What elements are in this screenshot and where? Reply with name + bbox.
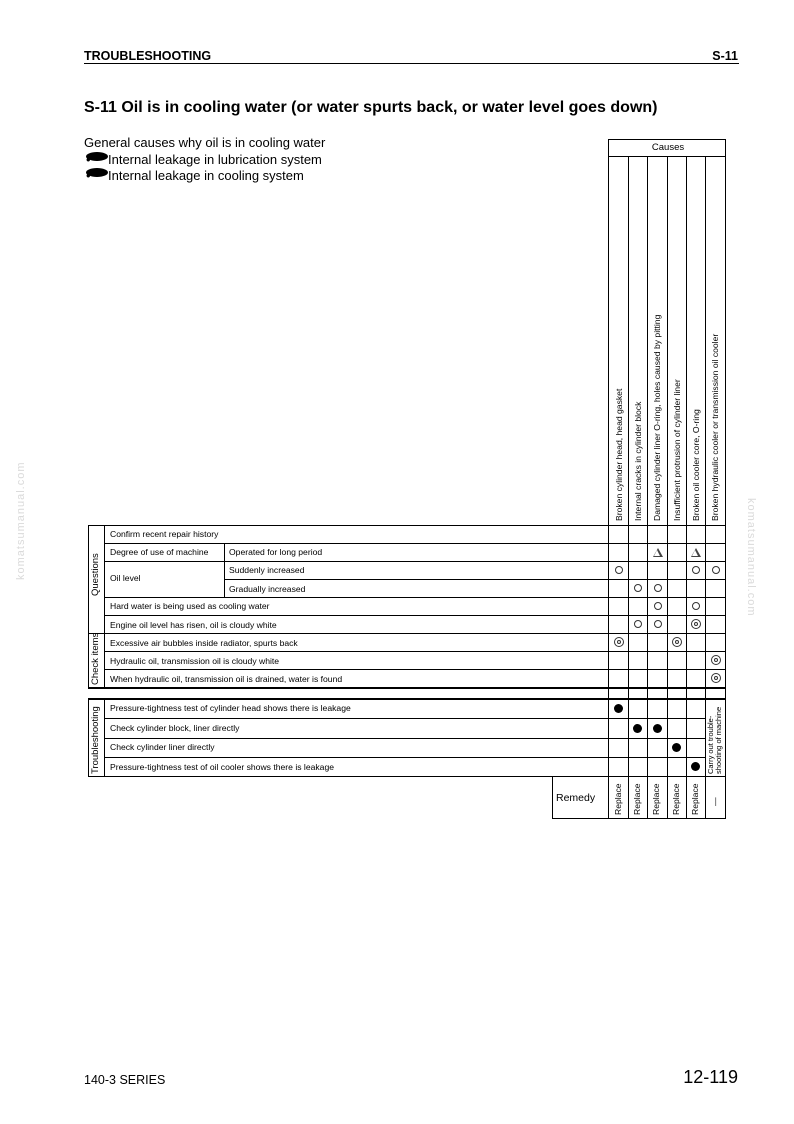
section-code: S-11 xyxy=(712,49,738,63)
group-col-line xyxy=(104,525,105,687)
page-title: S-11 Oil is in cooling water (or water spurts back, or water level goes down) xyxy=(84,99,658,116)
section-title: TROUBLESHOOTING xyxy=(84,49,212,63)
row-label: Check cylinder block, liner directly xyxy=(110,723,240,733)
row-label: When hydraulic oil, transmission oil is drained, water is found xyxy=(110,674,343,684)
intro-block xyxy=(84,135,325,185)
row-sublabel: Gradually increased xyxy=(229,584,306,594)
remedy-left-line xyxy=(552,776,553,818)
row-label: Confirm recent repair history xyxy=(110,529,219,539)
row-label: Oil level xyxy=(110,573,141,583)
double-circle-mark xyxy=(686,615,705,633)
remedy-label: Remedy xyxy=(556,792,596,804)
dot-mark xyxy=(667,738,686,756)
causes-header: Causes xyxy=(651,142,685,153)
watermark-right: komatsumanual.com xyxy=(745,498,757,617)
triangle-mark xyxy=(648,543,667,561)
remedy-value: — xyxy=(710,797,720,806)
group-col-line xyxy=(104,698,105,776)
circle-mark xyxy=(609,561,628,579)
row-label: Engine oil level has risen, oil is cloudy white xyxy=(110,620,277,630)
remedy-value: Replace xyxy=(613,783,623,815)
row-line xyxy=(104,651,726,652)
group-col-line xyxy=(88,525,89,687)
dot-mark xyxy=(609,699,628,717)
double-circle-mark xyxy=(609,633,628,651)
row-line xyxy=(104,757,705,758)
cause-label: Damaged cylinder liner O-ring, holes caused by pitting xyxy=(652,314,662,521)
circle-mark xyxy=(648,615,667,633)
row-label: Pressure-tightness test of oil cooler shows there is leakage xyxy=(110,762,335,772)
row-line xyxy=(104,738,705,739)
intro-bullet: • Internal leakage in lubrication system xyxy=(86,151,322,167)
remedy-value: Replace xyxy=(632,783,642,815)
row-sublabel: Operated for long period xyxy=(229,547,323,557)
row-label: Degree of use of machine xyxy=(110,547,209,557)
row-line xyxy=(88,687,726,689)
group-check-items: Check items xyxy=(90,632,101,685)
row-line xyxy=(104,561,726,562)
remedy-value: Replace xyxy=(690,783,700,815)
row-line xyxy=(104,543,726,544)
page-number: 12-119 xyxy=(683,1067,738,1087)
watermark-left: komatsumanual.com xyxy=(15,461,27,580)
dot-mark xyxy=(628,719,647,737)
double-circle-mark xyxy=(667,633,686,651)
circle-mark xyxy=(686,561,705,579)
col-line xyxy=(608,139,609,543)
cause-label: Internal cracks in cylinder block xyxy=(633,401,643,521)
causes-top-border xyxy=(608,139,726,140)
group-questions: Questions xyxy=(90,553,101,596)
header-divider xyxy=(84,63,739,64)
remedy-value: Replace xyxy=(671,783,681,815)
carry-out-note: Carry out trouble- shooting of machine xyxy=(706,706,723,774)
cause-label: Broken hydraulic cooler or transmission oil cooler xyxy=(710,333,720,521)
row-label: Pressure-tightness test of cylinder head shows there is leakage xyxy=(110,703,351,713)
series-label: 140-3 SERIES xyxy=(84,1073,166,1087)
row-line xyxy=(88,698,726,700)
intro-heading: General causes why oil is in cooling water xyxy=(84,135,326,150)
circle-mark xyxy=(686,597,705,615)
remedy-bottom-line xyxy=(552,818,726,819)
double-circle-mark xyxy=(706,651,725,669)
double-circle-mark xyxy=(706,669,725,687)
row-line xyxy=(104,597,726,598)
row-label: Check cylinder liner directly xyxy=(110,742,215,752)
col-line xyxy=(725,139,726,818)
row-line xyxy=(88,633,726,634)
circle-mark xyxy=(706,561,725,579)
group-col-line xyxy=(88,698,89,776)
sub-col-line xyxy=(224,543,225,597)
row-label: Hydraulic oil, transmission oil is cloudy white xyxy=(110,656,280,666)
row-label: Hard water is being used as cooling water xyxy=(110,601,270,611)
cause-label: Insufficient protrusion of cylinder liner xyxy=(672,379,682,521)
remedy-value: Replace xyxy=(651,783,661,815)
row-line xyxy=(104,669,726,670)
row-label: Excessive air bubbles inside radiator, spurts back xyxy=(110,638,298,648)
circle-mark xyxy=(648,579,667,597)
circle-mark xyxy=(628,615,647,633)
circle-mark xyxy=(628,579,647,597)
cause-label: Broken oil cooler core, O-ring xyxy=(691,409,701,521)
cause-label: Broken cylinder head, head gasket xyxy=(614,388,624,521)
intro-bullet: • Internal leakage in cooling system xyxy=(86,168,304,183)
triangle-mark xyxy=(686,543,705,561)
row-line xyxy=(88,776,726,777)
row-line xyxy=(104,718,705,719)
circle-mark xyxy=(648,597,667,615)
group-troubleshooting: Troubleshooting xyxy=(90,706,101,774)
row-line xyxy=(88,525,726,526)
dot-mark xyxy=(686,757,705,775)
dot-mark xyxy=(648,719,667,737)
row-sublabel: Suddenly increased xyxy=(229,565,305,575)
